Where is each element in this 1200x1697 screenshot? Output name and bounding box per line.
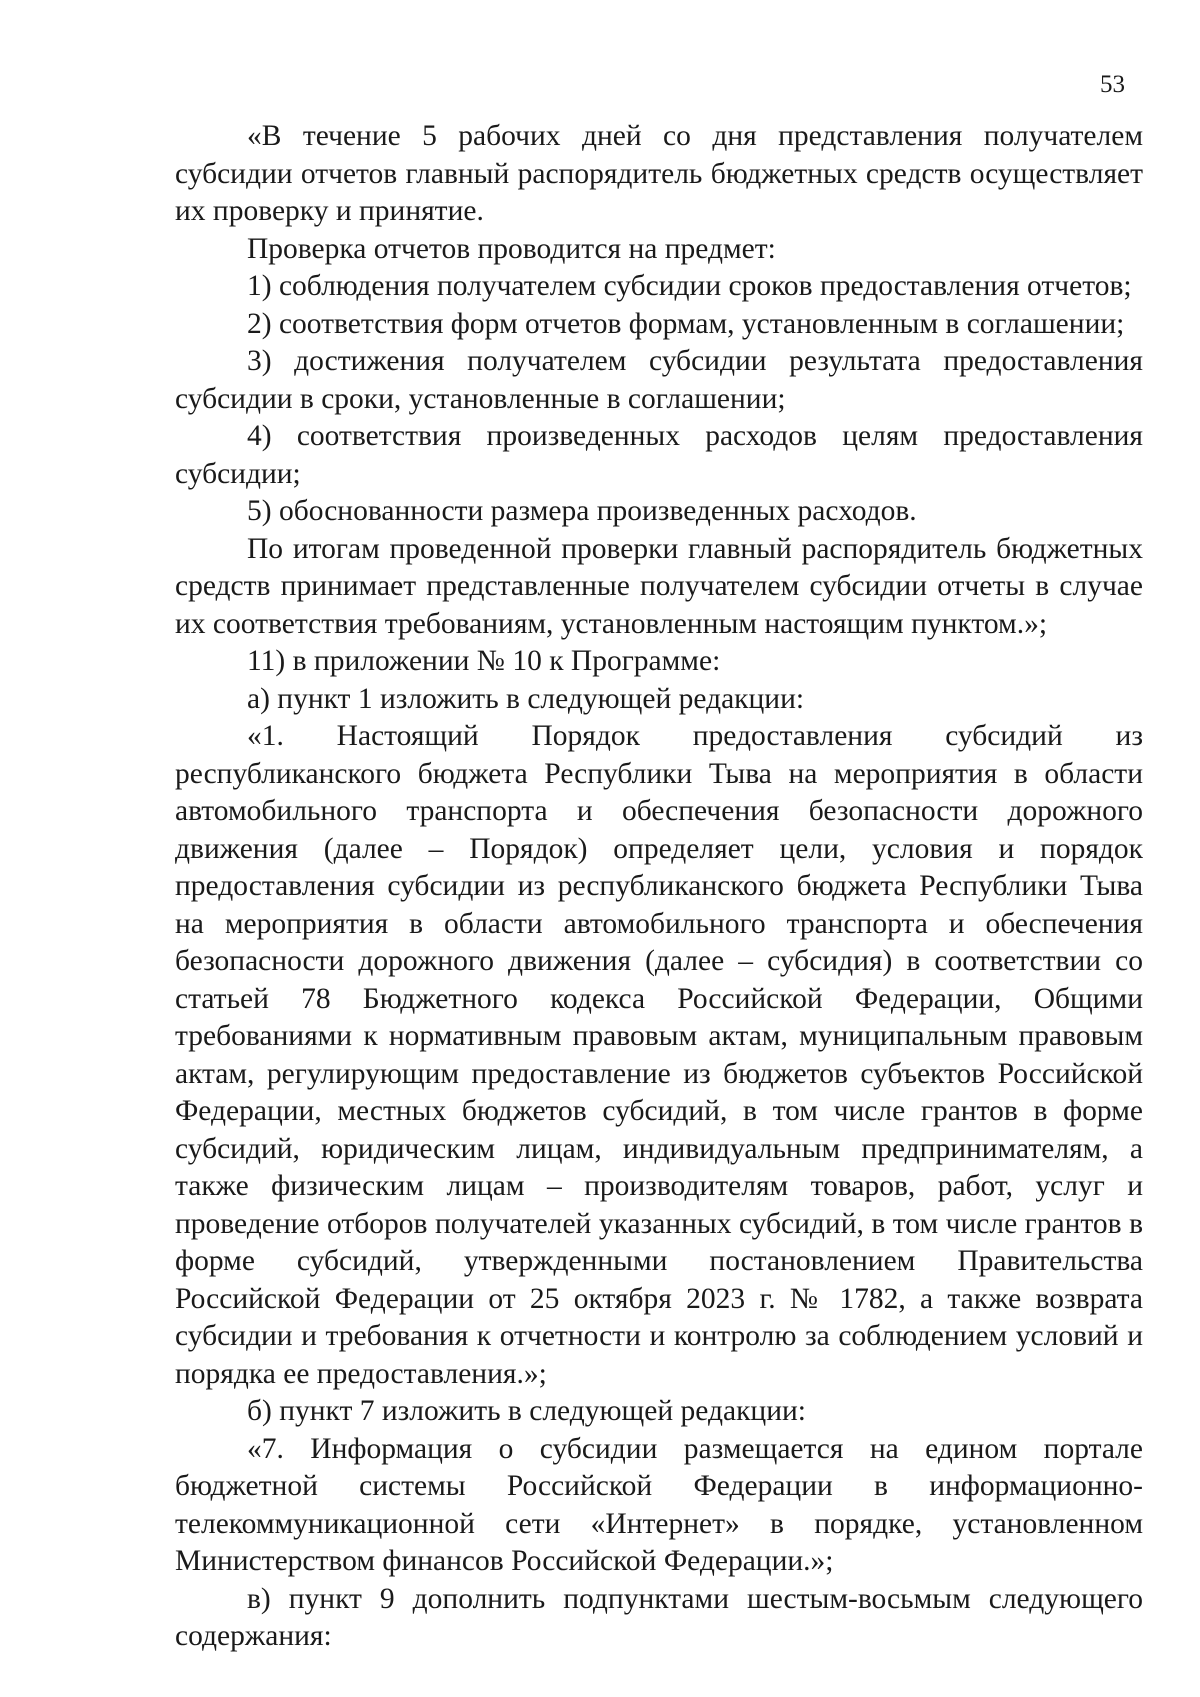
list-item-2: 2) соответствия форм отчетов формам, установленным в соглашении;: [247, 307, 1125, 340]
paragraph-review-subject: Проверка отчетов проводится на предмет:: [247, 232, 776, 265]
paragraph-subitem-b: б) пункт 7 изложить в следующей редакции:: [247, 1395, 806, 1427]
paragraph-point-7-text: «7. Информация о субсидии размещается на едином портале бюджетной системы Российской Федерации в информационно-телекоммуникационной сети «Интернет» в порядке, установленном Министерством финансов Российской Федерации.»;: [175, 1432, 1143, 1577]
paragraph-subitem-v: в) пункт 9 дополнить подпунктами шестым-восьмым следующего содержания:: [175, 1582, 1143, 1652]
list-item-4: 4) соответствия произведенных расходов целям предоставления субсидии;: [175, 420, 1143, 490]
paragraph-report-review-deadline: «В течение 5 рабочих дней со дня представления получателем субсидии отчетов главный распорядитель бюджетных средств осуществляет их проверку и принятие.: [175, 120, 1143, 227]
paragraph-review-result: По итогам проведенной проверки главный распорядитель бюджетных средств принимает представленные получателем субсидии отчеты в случае их соответствия требованиям, установленным настоящим пунктом.»;: [175, 532, 1143, 640]
list-item-5: 5) обоснованности размера произведенных расходов.: [247, 495, 917, 527]
page-number: 53: [1100, 71, 1125, 98]
paragraph-item-11: 11) в приложении № 10 к Программе:: [247, 645, 721, 677]
list-item-1: 1) соблюдения получателем субсидии сроков предоставления отчетов;: [247, 270, 1132, 302]
list-item-3: 3) достижения получателем субсидии результата предоставления субсидии в сроки, установленные в соглашении;: [175, 345, 1143, 415]
document-body: [175, 118, 1143, 1656]
paragraph-subitem-a: а) пункт 1 изложить в следующей редакции:: [247, 682, 805, 715]
paragraph-point-1-text: «1. Настоящий Порядок предоставления субсидий из республиканского бюджета Республики Тыва на мероприятия в области автомобильного транспорта и обеспечения безопасности дорожного движения (далее – Порядок) определяет цели, условия и порядок предоставления субсидии из республиканского бюджета Республики Тыва на мероприятия в области автомобильного транспорта и обеспечения безопасности дорожного движения (далее – субсидия) в соответствии со статьей 78 Бюджетного кодекса Российской Федерации, Общими требованиями к нормативным правовым актам, муниципальным правовым актам, регулирующим предоставление из бюджетов субъектов Российской Федерации, местных бюджетов субсидий, в том числе грантов в форме субсидий, юридическим лицам, индивидуальным предпринимателям, а также физическим лицам – производителям товаров, работ, услуг и проведение отборов получателей указанных субсидий, в том числе грантов в форме субсидий, утвержденными постановлением Правительства Российской Федерации от 25 октября 2023 г. № 1782, а также возврата субсидии и требования к отчетности и контролю за соблюдением условий и порядка ее предоставления.»;: [175, 720, 1143, 1390]
